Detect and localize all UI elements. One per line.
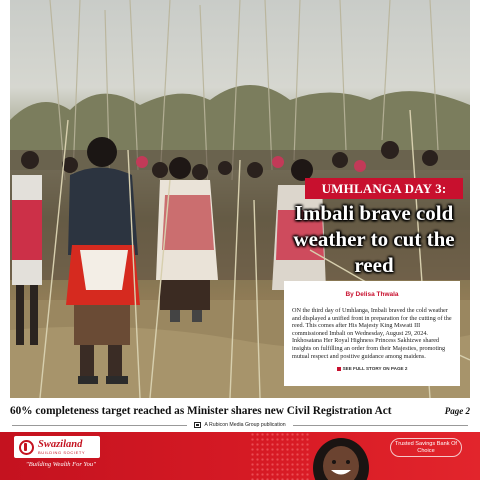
bullet-square-icon bbox=[337, 367, 341, 371]
page-reference: Page 2 bbox=[444, 406, 470, 416]
publisher-text: A Rubicon Media Group publication bbox=[204, 422, 286, 428]
secondary-story[interactable] bbox=[10, 403, 470, 419]
brand-logo bbox=[14, 436, 100, 458]
divider-right bbox=[293, 425, 468, 426]
publisher-line bbox=[0, 420, 480, 430]
section-tag: UMHLANGA DAY 3: bbox=[305, 178, 463, 199]
brand-slogan: "Building Wealth For You" bbox=[26, 461, 96, 468]
story-box bbox=[284, 281, 460, 386]
coin-logo-icon bbox=[19, 440, 34, 455]
see-full-label: SEE FULL STORY ON PAGE 2 bbox=[342, 366, 408, 372]
brand-subtitle: BUILDING SOCIETY bbox=[38, 450, 86, 455]
advert-banner[interactable] bbox=[0, 432, 480, 480]
story-body: ON the third day of Umhlanga, Imbali braved the cold weather and displayed a unified front in preparation for the cutting of the reed. This comes after His Majesty King Mswati III commissioned Imbali on Wednesday, August 29, 2024. Inkhosatana Her Royal Highness Princess Sakhizwe shared insights on fulfilling an order from their Majesties, promoting mutual respect and positive guidance among maidens. bbox=[292, 307, 452, 360]
divider-left bbox=[12, 425, 187, 426]
see-full-story-link[interactable] bbox=[292, 366, 452, 371]
brand-name: Swaziland bbox=[38, 439, 83, 450]
newspaper-icon bbox=[194, 422, 201, 428]
dot-pattern bbox=[250, 432, 310, 480]
savings-badge: Trusted Savings Bank Of Choice bbox=[390, 438, 462, 457]
smiling-woman-photo bbox=[305, 432, 377, 480]
byline: By Delisa Thwala bbox=[345, 291, 399, 298]
secondary-headline: 60% completeness target reached as Minister shares new Civil Registration Act bbox=[10, 405, 392, 417]
main-headline[interactable]: Imbali brave cold weather to cut the reed bbox=[293, 201, 455, 277]
